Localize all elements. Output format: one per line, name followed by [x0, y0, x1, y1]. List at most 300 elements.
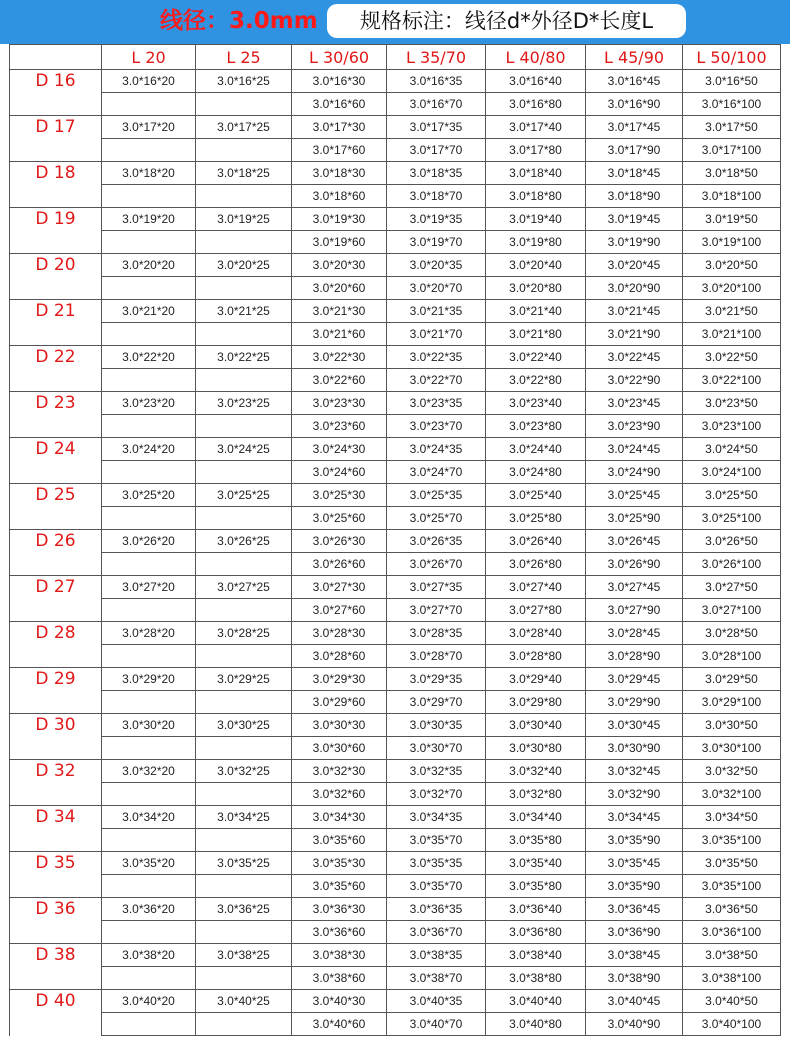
outer-diameter-label-spacer: [10, 277, 102, 300]
table-row: [10, 737, 781, 760]
spec-cell: 3.0*16*100: [683, 93, 781, 116]
outer-diameter-label-spacer: [10, 139, 102, 162]
spec-cell: 3.0*26*50: [683, 530, 781, 553]
spec-cell: 3.0*20*50: [683, 254, 781, 277]
spec-cell: 3.0*16*90: [586, 93, 683, 116]
table-row: [10, 944, 781, 967]
spec-cell: 3.0*23*90: [586, 415, 683, 438]
spec-cell: 3.0*36*25: [196, 898, 292, 921]
spec-cell: 3.0*23*25: [196, 392, 292, 415]
spec-cell: 3.0*34*30: [292, 806, 387, 829]
spec-cell: 3.0*36*90: [586, 921, 683, 944]
outer-diameter-label-spacer: [10, 369, 102, 392]
spec-cell: 3.0*26*20: [102, 530, 196, 553]
spec-cell: 3.0*27*70: [387, 599, 486, 622]
spec-cell: 3.0*17*60: [292, 139, 387, 162]
spec-cell: 3.0*18*50: [683, 162, 781, 185]
spec-cell: 3.0*32*35: [387, 760, 486, 783]
spec-cell: 3.0*32*60: [292, 783, 387, 806]
spec-cell: 3.0*34*45: [586, 806, 683, 829]
spec-cell: 3.0*29*80: [486, 691, 586, 714]
spec-cell: 3.0*38*25: [196, 944, 292, 967]
spec-cell: 3.0*20*20: [102, 254, 196, 277]
spec-table-body: [10, 70, 781, 1036]
spec-cell: 3.0*24*90: [586, 461, 683, 484]
table-row: [10, 139, 781, 162]
spec-cell: 3.0*40*35: [387, 990, 486, 1013]
spec-cell: 3.0*24*35: [387, 438, 486, 461]
table-row: [10, 668, 781, 691]
table-row: [10, 185, 781, 208]
spec-cell: 3.0*34*20: [102, 806, 196, 829]
outer-diameter-label: D 18: [10, 162, 102, 185]
spec-cell: 3.0*36*40: [486, 898, 586, 921]
outer-diameter-label-spacer: [10, 1013, 102, 1036]
header-row: [10, 45, 781, 70]
spec-cell: 3.0*35*80: [486, 829, 586, 852]
spec-cell: [102, 185, 196, 208]
spec-cell: 3.0*17*20: [102, 116, 196, 139]
spec-cell: [102, 829, 196, 852]
spec-cell: 3.0*18*70: [387, 185, 486, 208]
spec-cell: 3.0*26*80: [486, 553, 586, 576]
column-header: L 25: [196, 45, 292, 70]
outer-diameter-label-spacer: [10, 415, 102, 438]
column-header: L 30/60: [292, 45, 387, 70]
spec-cell: 3.0*34*40: [486, 806, 586, 829]
spec-cell: 3.0*22*45: [586, 346, 683, 369]
spec-cell: [196, 323, 292, 346]
spec-cell: 3.0*25*25: [196, 484, 292, 507]
spec-cell: 3.0*19*60: [292, 231, 387, 254]
spec-cell: 3.0*35*25: [196, 852, 292, 875]
spec-cell: 3.0*26*45: [586, 530, 683, 553]
spec-cell: 3.0*29*25: [196, 668, 292, 691]
spec-cell: 3.0*24*60: [292, 461, 387, 484]
table-row: [10, 162, 781, 185]
spec-cell: 3.0*20*40: [486, 254, 586, 277]
spec-cell: 3.0*20*100: [683, 277, 781, 300]
spec-cell: 3.0*35*30: [292, 852, 387, 875]
outer-diameter-label-spacer: [10, 967, 102, 990]
outer-diameter-label-spacer: [10, 737, 102, 760]
spec-cell: 3.0*19*35: [387, 208, 486, 231]
spec-cell: 3.0*28*60: [292, 645, 387, 668]
outer-diameter-label: D 32: [10, 760, 102, 783]
spec-cell: 3.0*35*100: [683, 875, 781, 898]
spec-cell: [196, 1013, 292, 1036]
spec-cell: [102, 875, 196, 898]
table-row: [10, 783, 781, 806]
spec-cell: 3.0*32*40: [486, 760, 586, 783]
spec-cell: 3.0*27*100: [683, 599, 781, 622]
spec-cell: 3.0*27*25: [196, 576, 292, 599]
spec-cell: [196, 691, 292, 714]
spec-cell: 3.0*18*90: [586, 185, 683, 208]
spec-cell: 3.0*30*40: [486, 714, 586, 737]
spec-cell: [102, 967, 196, 990]
outer-diameter-label: D 23: [10, 392, 102, 415]
spec-table: [9, 44, 781, 1036]
outer-diameter-label-spacer: [10, 783, 102, 806]
spec-cell: 3.0*40*60: [292, 1013, 387, 1036]
table-row: [10, 369, 781, 392]
spec-cell: 3.0*30*100: [683, 737, 781, 760]
spec-cell: 3.0*35*90: [586, 829, 683, 852]
spec-cell: 3.0*30*90: [586, 737, 683, 760]
outer-diameter-label: D 28: [10, 622, 102, 645]
outer-diameter-label-spacer: [10, 461, 102, 484]
table-row: [10, 323, 781, 346]
spec-cell: 3.0*18*20: [102, 162, 196, 185]
spec-cell: [102, 231, 196, 254]
outer-diameter-label-spacer: [10, 875, 102, 898]
spec-cell: 3.0*20*45: [586, 254, 683, 277]
spec-cell: [102, 599, 196, 622]
table-row: [10, 507, 781, 530]
table-row: [10, 277, 781, 300]
outer-diameter-label-spacer: [10, 829, 102, 852]
spec-cell: 3.0*32*80: [486, 783, 586, 806]
spec-cell: 3.0*30*45: [586, 714, 683, 737]
spec-cell: 3.0*34*35: [387, 806, 486, 829]
spec-cell: 3.0*20*90: [586, 277, 683, 300]
outer-diameter-label-spacer: [10, 323, 102, 346]
spec-cell: [196, 507, 292, 530]
spec-cell: 3.0*22*60: [292, 369, 387, 392]
spec-cell: 3.0*21*40: [486, 300, 586, 323]
spec-cell: [196, 231, 292, 254]
spec-cell: 3.0*17*45: [586, 116, 683, 139]
spec-cell: 3.0*22*70: [387, 369, 486, 392]
spec-cell: 3.0*30*70: [387, 737, 486, 760]
spec-cell: 3.0*26*70: [387, 553, 486, 576]
spec-cell: 3.0*20*60: [292, 277, 387, 300]
table-row: [10, 93, 781, 116]
spec-cell: 3.0*17*50: [683, 116, 781, 139]
spec-cell: [102, 277, 196, 300]
spec-cell: 3.0*19*45: [586, 208, 683, 231]
spec-cell: 3.0*16*60: [292, 93, 387, 116]
outer-diameter-label-spacer: [10, 93, 102, 116]
spec-cell: 3.0*38*60: [292, 967, 387, 990]
spec-table-container: [9, 44, 780, 1050]
table-row: [10, 898, 781, 921]
spec-cell: 3.0*40*45: [586, 990, 683, 1013]
spec-cell: 3.0*16*80: [486, 93, 586, 116]
spec-cell: [196, 921, 292, 944]
table-row: [10, 921, 781, 944]
spec-cell: 3.0*23*60: [292, 415, 387, 438]
spec-cell: 3.0*23*40: [486, 392, 586, 415]
spec-cell: [102, 507, 196, 530]
spec-cell: 3.0*40*90: [586, 1013, 683, 1036]
spec-cell: 3.0*34*25: [196, 806, 292, 829]
spec-cell: 3.0*23*80: [486, 415, 586, 438]
spec-cell: 3.0*32*20: [102, 760, 196, 783]
spec-cell: [102, 323, 196, 346]
spec-cell: 3.0*26*100: [683, 553, 781, 576]
spec-cell: 3.0*23*45: [586, 392, 683, 415]
table-row: [10, 231, 781, 254]
spec-cell: 3.0*17*90: [586, 139, 683, 162]
table-row: [10, 875, 781, 898]
table-row: [10, 622, 781, 645]
spec-cell: [196, 139, 292, 162]
spec-cell: 3.0*21*80: [486, 323, 586, 346]
spec-cell: 3.0*22*90: [586, 369, 683, 392]
table-row: [10, 760, 781, 783]
spec-cell: 3.0*28*90: [586, 645, 683, 668]
spec-cell: [196, 783, 292, 806]
spec-cell: 3.0*20*30: [292, 254, 387, 277]
table-row: [10, 70, 781, 93]
spec-cell: 3.0*21*100: [683, 323, 781, 346]
spec-cell: 3.0*36*30: [292, 898, 387, 921]
spec-cell: 3.0*16*20: [102, 70, 196, 93]
spec-cell: 3.0*26*35: [387, 530, 486, 553]
spec-cell: 3.0*19*70: [387, 231, 486, 254]
spec-cell: [102, 645, 196, 668]
table-row: [10, 852, 781, 875]
spec-notation-label: 规格标注：线径d*外径D*长度L: [327, 4, 686, 38]
spec-cell: 3.0*29*90: [586, 691, 683, 714]
column-header: L 45/90: [586, 45, 683, 70]
spec-cell: 3.0*18*40: [486, 162, 586, 185]
table-row: [10, 208, 781, 231]
spec-cell: 3.0*24*25: [196, 438, 292, 461]
spec-cell: 3.0*29*30: [292, 668, 387, 691]
spec-cell: 3.0*24*20: [102, 438, 196, 461]
outer-diameter-label-spacer: [10, 921, 102, 944]
spec-cell: 3.0*32*30: [292, 760, 387, 783]
table-row: [10, 691, 781, 714]
spec-cell: 3.0*23*50: [683, 392, 781, 415]
outer-diameter-label: D 29: [10, 668, 102, 691]
spec-cell: 3.0*29*70: [387, 691, 486, 714]
spec-cell: 3.0*18*45: [586, 162, 683, 185]
spec-cell: 3.0*25*80: [486, 507, 586, 530]
wire-diameter-title: 线径：3.0mm: [160, 8, 318, 34]
spec-cell: [102, 461, 196, 484]
spec-cell: [196, 93, 292, 116]
table-row: [10, 300, 781, 323]
spec-cell: 3.0*40*30: [292, 990, 387, 1013]
outer-diameter-label: D 24: [10, 438, 102, 461]
spec-cell: [196, 599, 292, 622]
spec-cell: 3.0*30*20: [102, 714, 196, 737]
spec-cell: 3.0*24*30: [292, 438, 387, 461]
spec-cell: 3.0*22*80: [486, 369, 586, 392]
spec-cell: 3.0*32*90: [586, 783, 683, 806]
column-header: L 40/80: [486, 45, 586, 70]
table-row: [10, 806, 781, 829]
spec-cell: 3.0*20*35: [387, 254, 486, 277]
table-row: [10, 1013, 781, 1036]
spec-cell: 3.0*27*80: [486, 599, 586, 622]
spec-cell: 3.0*19*90: [586, 231, 683, 254]
spec-cell: 3.0*23*35: [387, 392, 486, 415]
column-header: L 20: [102, 45, 196, 70]
spec-cell: 3.0*19*50: [683, 208, 781, 231]
spec-cell: 3.0*32*70: [387, 783, 486, 806]
spec-cell: 3.0*38*80: [486, 967, 586, 990]
spec-cell: 3.0*35*60: [292, 829, 387, 852]
spec-cell: 3.0*30*80: [486, 737, 586, 760]
spec-cell: 3.0*25*35: [387, 484, 486, 507]
spec-cell: 3.0*25*60: [292, 507, 387, 530]
spec-cell: 3.0*38*100: [683, 967, 781, 990]
spec-cell: 3.0*17*30: [292, 116, 387, 139]
spec-cell: 3.0*32*50: [683, 760, 781, 783]
spec-cell: 3.0*29*50: [683, 668, 781, 691]
spec-cell: 3.0*18*80: [486, 185, 586, 208]
spec-cell: 3.0*24*50: [683, 438, 781, 461]
outer-diameter-label-spacer: [10, 507, 102, 530]
spec-cell: 3.0*21*90: [586, 323, 683, 346]
spec-cell: 3.0*32*45: [586, 760, 683, 783]
outer-diameter-label: D 27: [10, 576, 102, 599]
spec-cell: 3.0*17*80: [486, 139, 586, 162]
spec-cell: 3.0*26*60: [292, 553, 387, 576]
spec-cell: [102, 139, 196, 162]
spec-cell: 3.0*38*35: [387, 944, 486, 967]
spec-cell: 3.0*38*30: [292, 944, 387, 967]
spec-cell: 3.0*23*100: [683, 415, 781, 438]
outer-diameter-label-spacer: [10, 185, 102, 208]
spec-cell: 3.0*21*45: [586, 300, 683, 323]
spec-cell: [102, 93, 196, 116]
spec-cell: 3.0*35*20: [102, 852, 196, 875]
spec-cell: [102, 1013, 196, 1036]
spec-cell: 3.0*21*30: [292, 300, 387, 323]
spec-cell: [102, 783, 196, 806]
spec-cell: 3.0*16*30: [292, 70, 387, 93]
spec-cell: 3.0*30*30: [292, 714, 387, 737]
spec-cell: 3.0*38*90: [586, 967, 683, 990]
column-header: L 35/70: [387, 45, 486, 70]
spec-cell: 3.0*25*70: [387, 507, 486, 530]
spec-cell: 3.0*22*35: [387, 346, 486, 369]
spec-cell: 3.0*21*35: [387, 300, 486, 323]
spec-cell: 3.0*38*40: [486, 944, 586, 967]
spec-cell: 3.0*35*35: [387, 852, 486, 875]
spec-cell: 3.0*26*40: [486, 530, 586, 553]
spec-cell: 3.0*32*25: [196, 760, 292, 783]
header-banner: [0, 0, 790, 44]
outer-diameter-label: D 36: [10, 898, 102, 921]
outer-diameter-label-spacer: [10, 553, 102, 576]
spec-cell: 3.0*23*20: [102, 392, 196, 415]
spec-cell: 3.0*16*25: [196, 70, 292, 93]
spec-cell: 3.0*20*80: [486, 277, 586, 300]
spec-cell: [196, 737, 292, 760]
table-row: [10, 530, 781, 553]
spec-cell: 3.0*19*40: [486, 208, 586, 231]
spec-cell: 3.0*21*60: [292, 323, 387, 346]
spec-cell: [196, 645, 292, 668]
outer-diameter-label: D 35: [10, 852, 102, 875]
outer-diameter-label: D 30: [10, 714, 102, 737]
spec-cell: 3.0*28*25: [196, 622, 292, 645]
spec-cell: 3.0*17*35: [387, 116, 486, 139]
spec-cell: 3.0*27*35: [387, 576, 486, 599]
spec-cell: 3.0*40*40: [486, 990, 586, 1013]
spec-cell: 3.0*28*80: [486, 645, 586, 668]
spec-cell: 3.0*29*45: [586, 668, 683, 691]
table-row: [10, 346, 781, 369]
spec-cell: 3.0*27*90: [586, 599, 683, 622]
table-row: [10, 599, 781, 622]
spec-cell: 3.0*29*20: [102, 668, 196, 691]
table-row: [10, 392, 781, 415]
spec-cell: 3.0*30*50: [683, 714, 781, 737]
spec-cell: 3.0*25*90: [586, 507, 683, 530]
outer-diameter-label: D 22: [10, 346, 102, 369]
spec-cell: 3.0*17*40: [486, 116, 586, 139]
spec-cell: 3.0*40*70: [387, 1013, 486, 1036]
spec-cell: 3.0*26*90: [586, 553, 683, 576]
spec-cell: 3.0*25*30: [292, 484, 387, 507]
spec-cell: 3.0*19*80: [486, 231, 586, 254]
outer-diameter-label-spacer: [10, 599, 102, 622]
spec-cell: 3.0*21*50: [683, 300, 781, 323]
spec-cell: 3.0*27*45: [586, 576, 683, 599]
spec-cell: 3.0*23*30: [292, 392, 387, 415]
spec-cell: [196, 553, 292, 576]
spec-cell: 3.0*20*70: [387, 277, 486, 300]
spec-cell: 3.0*21*25: [196, 300, 292, 323]
spec-cell: [196, 369, 292, 392]
spec-cell: 3.0*22*50: [683, 346, 781, 369]
spec-cell: 3.0*19*25: [196, 208, 292, 231]
spec-cell: [102, 737, 196, 760]
spec-cell: 3.0*36*20: [102, 898, 196, 921]
table-row: [10, 829, 781, 852]
spec-cell: 3.0*27*30: [292, 576, 387, 599]
spec-cell: 3.0*16*40: [486, 70, 586, 93]
spec-cell: [196, 461, 292, 484]
spec-cell: 3.0*20*25: [196, 254, 292, 277]
spec-cell: [196, 967, 292, 990]
table-row: [10, 645, 781, 668]
outer-diameter-label: D 34: [10, 806, 102, 829]
spec-cell: 3.0*25*45: [586, 484, 683, 507]
spec-cell: 3.0*35*80: [486, 875, 586, 898]
table-row: [10, 714, 781, 737]
spec-cell: 3.0*24*40: [486, 438, 586, 461]
table-row: [10, 254, 781, 277]
column-header: L 50/100: [683, 45, 781, 70]
spec-cell: 3.0*40*100: [683, 1013, 781, 1036]
spec-cell: 3.0*19*100: [683, 231, 781, 254]
spec-cell: 3.0*35*70: [387, 875, 486, 898]
spec-cell: 3.0*26*30: [292, 530, 387, 553]
spec-cell: 3.0*16*45: [586, 70, 683, 93]
spec-cell: 3.0*17*100: [683, 139, 781, 162]
spec-cell: [196, 185, 292, 208]
table-row: [10, 116, 781, 139]
table-row: [10, 967, 781, 990]
spec-cell: 3.0*16*50: [683, 70, 781, 93]
spec-cell: 3.0*28*70: [387, 645, 486, 668]
spec-cell: [196, 415, 292, 438]
spec-cell: 3.0*40*25: [196, 990, 292, 1013]
spec-cell: 3.0*24*70: [387, 461, 486, 484]
spec-cell: 3.0*29*35: [387, 668, 486, 691]
spec-cell: 3.0*22*100: [683, 369, 781, 392]
spec-cell: 3.0*35*60: [292, 875, 387, 898]
